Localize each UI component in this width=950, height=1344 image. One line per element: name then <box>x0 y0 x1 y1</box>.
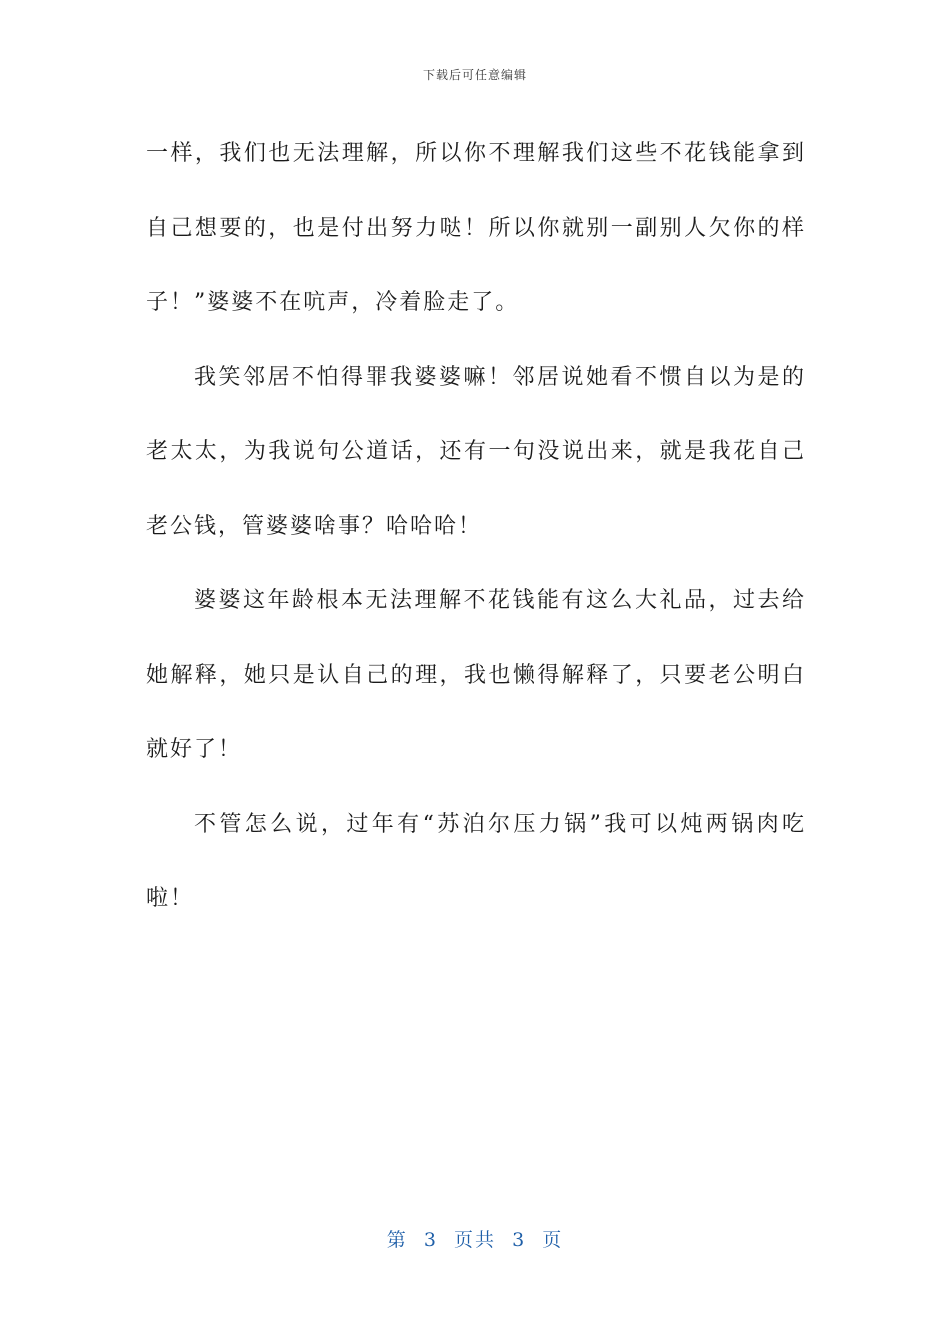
paragraph: 婆婆这年龄根本无法理解不花钱能有这么大礼品，过去给她解释，她只是认自己的理，我也懒得解释了，只要老公明白就好了！ <box>146 588 806 762</box>
paragraph: 不管怎么说，过年有“苏泊尔压力锅”我可以炖两锅肉吃啦！ <box>146 811 806 911</box>
page-number-label: 第 3 页共 3 页 <box>386 1229 564 1251</box>
header-note: 下载后可任意编辑 <box>422 68 527 82</box>
paragraph-continuation: 一样，我们也无法理解，所以你不理解我们这些不花钱能拿到自己想要的，也是付出努力哒！所以你就别一副别人欠你的样子！”婆婆不在吭声，冷着脸走了。 <box>146 141 806 315</box>
document-body <box>146 117 806 937</box>
paragraph: 我笑邻居不怕得罪我婆婆嘛！邻居说她看不惯自以为是的老太太，为我说句公道话，还有一句没说出来，就是我花自己老公钱，管婆婆啥事？哈哈哈！ <box>146 364 806 539</box>
page-number-footer <box>0 1225 950 1252</box>
